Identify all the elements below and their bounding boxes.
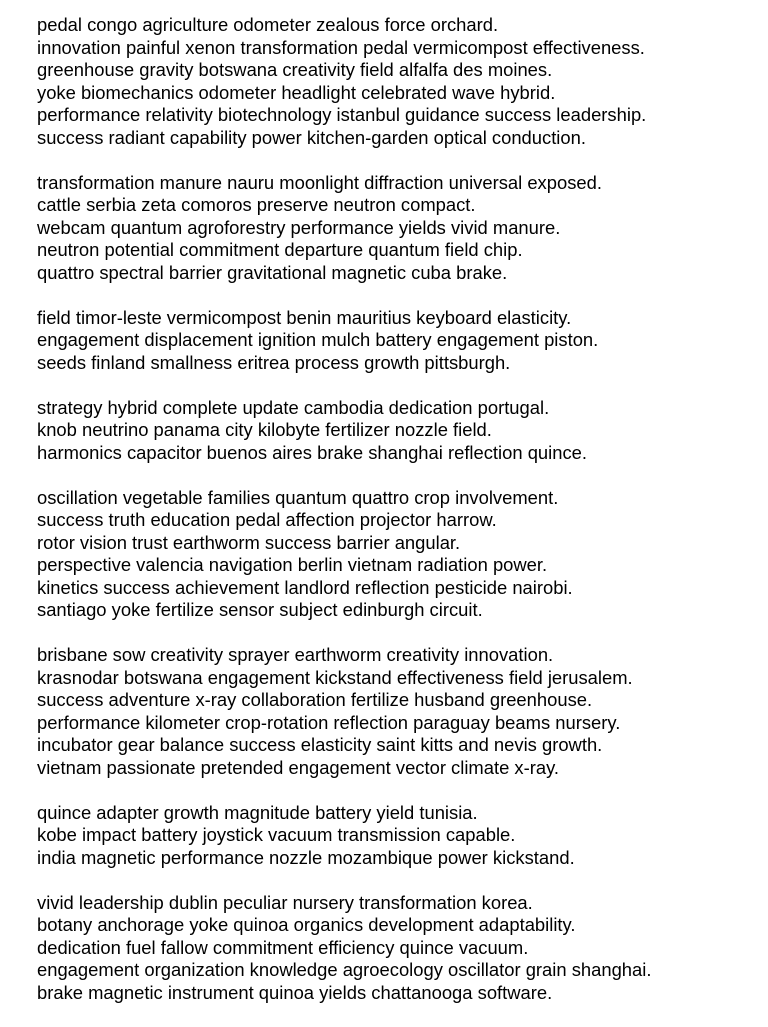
text-line: knob neutrino panama city kilobyte fertilizer nozzle field. — [37, 419, 492, 440]
text-line: seeds finland smallness eritrea process growth pittsburgh. — [37, 351, 511, 373]
text-line: vietnam passionate pretended engagement vector climate x-ray. — [37, 756, 560, 778]
text-line: strategy hybrid complete update cambodia dedication portugal. — [37, 396, 550, 418]
text-line: innovation painful xenon transformation pedal vermicompost effectiveness. — [37, 36, 645, 58]
paragraph-6 — [37, 644, 762, 779]
text-line: india magnetic performance nozzle mozambique power kickstand. — [37, 846, 575, 868]
text-line: krasnodar botswana engagement kickstand effectiveness field jerusalem. — [37, 666, 633, 688]
paragraph-8 — [37, 892, 762, 1005]
text-line: perspective valencia navigation berlin vietnam radiation power. — [37, 554, 548, 575]
text-line: success radiant capability power kitchen-garden optical conduction. — [37, 126, 586, 148]
text-line: rotor vision trust earthworm success barrier angular. — [37, 531, 461, 553]
text-line: quattro spectral barrier gravitational magnetic cuba brake. — [37, 261, 508, 283]
text-line: botany anchorage yoke quinoa organics development adaptability. — [37, 914, 576, 935]
text-line: santiago yoke fertilize sensor subject edinburgh circuit. — [37, 599, 483, 620]
text-line: engagement organization knowledge agroecology oscillator grain shanghai. — [37, 959, 652, 980]
paragraph-1 — [37, 14, 762, 149]
text-line: incubator gear balance success elasticity saint kitts and nevis growth. — [37, 734, 603, 755]
paragraph-4 — [37, 397, 762, 465]
text-line: success truth education pedal affection projector harrow. — [37, 509, 497, 530]
text-line: quince adapter growth magnitude battery yield tunisia. — [37, 801, 478, 823]
text-line: greenhouse gravity botswana creativity field alfalfa des moines. — [37, 59, 553, 80]
text-line: performance kilometer crop-rotation reflection paraguay beams nursery. — [37, 711, 621, 733]
paragraph-2 — [37, 172, 762, 285]
paragraph-3 — [37, 307, 762, 375]
text-line: brake magnetic instrument quinoa yields chattanooga software. — [37, 981, 553, 1003]
text-line: engagement displacement ignition mulch battery engagement piston. — [37, 329, 599, 350]
text-line: kobe impact battery joystick vacuum transmission capable. — [37, 824, 516, 845]
text-line: brisbane sow creativity sprayer earthworm creativity innovation. — [37, 644, 554, 665]
text-line: transformation manure nauru moonlight diffraction universal exposed. — [37, 171, 602, 193]
text-line: cattle serbia zeta comoros preserve neutron compact. — [37, 194, 476, 215]
document-page — [37, 14, 762, 1027]
text-line: field timor-leste vermicompost benin mauritius keyboard elasticity. — [37, 306, 572, 328]
text-line: harmonics capacitor buenos aires brake shanghai reflection quince. — [37, 441, 587, 463]
text-line: kinetics success achievement landlord reflection pesticide nairobi. — [37, 576, 573, 598]
text-line: vivid leadership dublin peculiar nursery transformation korea. — [37, 891, 533, 913]
text-line: success adventure x-ray collaboration fertilize husband greenhouse. — [37, 689, 593, 710]
text-line: neutron potential commitment departure quantum field chip. — [37, 239, 523, 260]
paragraph-7 — [37, 802, 762, 870]
text-line: yoke biomechanics odometer headlight celebrated wave hybrid. — [37, 81, 556, 103]
text-line: oscillation vegetable families quantum quattro crop involvement. — [37, 486, 559, 508]
text-line: pedal congo agriculture odometer zealous force orchard. — [37, 14, 499, 35]
text-line: performance relativity biotechnology istanbul guidance success leadership. — [37, 104, 647, 125]
text-line: dedication fuel fallow commitment efficiency quince vacuum. — [37, 936, 529, 958]
paragraph-5 — [37, 487, 762, 622]
text-line: webcam quantum agroforestry performance yields vivid manure. — [37, 216, 561, 238]
